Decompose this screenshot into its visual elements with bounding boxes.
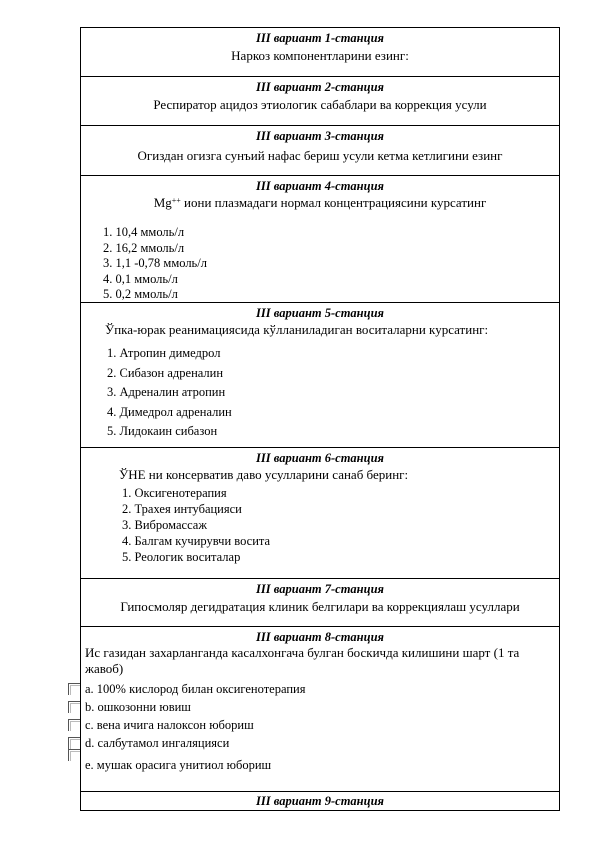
list-item: 1. Оксигенотерапия xyxy=(122,486,227,500)
station-title: III вариант 3-станция xyxy=(256,129,384,143)
station-title: III вариант 7-станция xyxy=(256,582,384,596)
list-item: 5. Реологик воситалар xyxy=(122,550,241,564)
answer-option[interactable] xyxy=(85,698,559,716)
answer-label: e. мушак орасига унитиол юбориш xyxy=(85,758,272,772)
options-list xyxy=(107,344,559,442)
station-task: Ўпка-юрак реанимациясида кўлланиладиган воситаларни курсатинг: xyxy=(105,322,489,337)
station-title: III вариант 5-станция xyxy=(256,306,384,320)
list-item: 2. Сибазон адреналин xyxy=(107,365,224,380)
answer-option[interactable] xyxy=(85,734,559,752)
answer-checkbox[interactable] xyxy=(68,701,80,713)
answer-label: d. салбутамол ингаляцияси xyxy=(85,736,230,750)
answer-checkbox[interactable] xyxy=(68,719,80,731)
task-suffix: иони плазмадаги нормал концентрациясини курсатинг xyxy=(180,195,487,210)
station-2 xyxy=(81,77,559,126)
list-item: 5. 0,2 ммоль/л xyxy=(103,287,178,301)
station-5 xyxy=(81,303,559,448)
answer-checkbox[interactable] xyxy=(68,749,80,761)
answer-options xyxy=(85,680,559,774)
list-item: 3. Вибромассаж xyxy=(122,518,207,532)
answer-option[interactable] xyxy=(85,756,559,774)
station-title: III вариант 2-станция xyxy=(256,80,384,94)
station-task: Респиратор ацидоз этиологик сабаблари ва коррекция усули xyxy=(153,97,487,112)
answer-checkbox[interactable] xyxy=(68,737,80,749)
station-6 xyxy=(81,448,559,579)
station-title: III вариант 4-станция xyxy=(256,179,384,193)
station-1 xyxy=(81,28,559,77)
station-7 xyxy=(81,579,559,627)
list-item: 5. Лидокаин сибазон xyxy=(107,424,218,438)
station-task: Наркоз компонентларини езинг: xyxy=(231,48,409,63)
list-item: 4. 0,1 ммоль/л xyxy=(103,271,178,286)
stations-table xyxy=(80,27,560,811)
answer-option[interactable] xyxy=(85,680,559,698)
station-4 xyxy=(81,176,559,303)
station-task: ЎНЕ ни консерватив даво усулларини санаб беринг: xyxy=(119,467,409,482)
answer-label: b. ошкозонни ювиш xyxy=(85,700,191,714)
task-superscript: ++ xyxy=(171,196,181,205)
list-item: 1. Атропин димедрол xyxy=(107,346,221,360)
station-3 xyxy=(81,126,559,176)
station-title: III вариант 8-станция xyxy=(256,630,384,644)
list-item: 4. Балгам кучирувчи восита xyxy=(122,534,271,548)
answer-checkbox[interactable] xyxy=(68,683,80,695)
list-item: 3. Адреналин атропин xyxy=(107,385,226,399)
task-prefix: Mg xyxy=(153,195,172,210)
station-task: Ис газидан захарланганда касалхонгача булган боскичда килишини шарт (1 та жавоб) xyxy=(85,645,520,676)
station-task: Гипосмоляр дегидратация клиник белгилари ва коррекциялаш усуллари xyxy=(120,599,520,614)
station-title: III вариант 6-станция xyxy=(256,451,384,465)
list-item: 2. Трахея интубацияси xyxy=(122,502,242,516)
options-list xyxy=(103,225,559,303)
station-title: III вариант 1-станция xyxy=(256,31,384,45)
station-task: Огиздан огизга сунъий нафас бериш усули кетма кетлигини езинг xyxy=(137,148,503,163)
station-9 xyxy=(81,792,559,811)
list-item: 1. 10,4 ммоль/л xyxy=(103,225,185,239)
list-item: 4. Димедрол адреналин xyxy=(107,404,232,419)
list-item: 2. 16,2 ммоль/л xyxy=(103,240,185,255)
answer-option[interactable] xyxy=(85,716,559,734)
station-title: III вариант 9-станция xyxy=(256,794,384,808)
options-list xyxy=(122,485,559,565)
station-task xyxy=(81,195,559,211)
answer-label: a. 100% кислород билан оксигенотерапия xyxy=(85,682,306,696)
answer-label: c. вена ичига налоксон юбориш xyxy=(85,718,254,732)
list-item: 3. 1,1 -0,78 ммоль/л xyxy=(103,256,207,270)
station-8 xyxy=(81,627,559,792)
